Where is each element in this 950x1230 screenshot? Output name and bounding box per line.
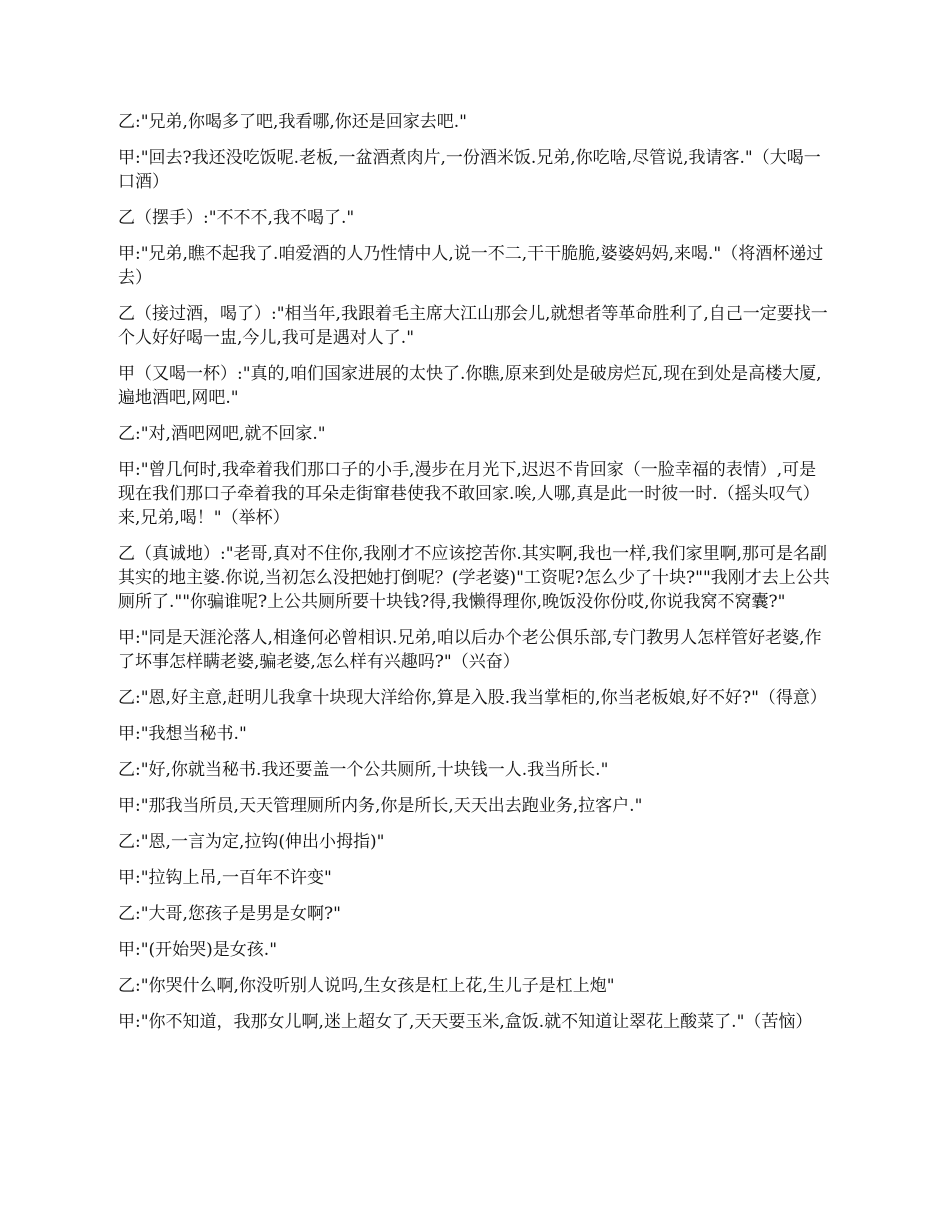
dialogue-line-19: 乙:"你哭什么啊,你没听别人说吗,生女孩是杠上花,生儿子是杠上炮" bbox=[118, 976, 615, 996]
dialogue-line-6: 甲（又喝一杯）:"真的,咱们国家进展的太快了.你瞧,原来到处是破房烂瓦,现在到处是高楼大厦,遍地酒吧,网吧." bbox=[118, 364, 822, 408]
dialogue-line-12: 甲:"我想当秘书." bbox=[118, 724, 247, 744]
dialogue-line-13: 乙:"好,你就当秘书.我还要盖一个公共厕所,十块钱一人.我当所长." bbox=[118, 760, 609, 780]
dialogue-line-1: 乙:"兄弟,你喝多了吧,我看哪,你还是回家去吧." bbox=[118, 112, 467, 132]
dialogue-line-2: 甲:"回去?我还没吃饭呢.老板,一盆酒煮肉片,一份酒米饭.兄弟,你吃啥,尽管说,我请客."（大喝一口酒） bbox=[118, 148, 821, 192]
dialogue-line-9: 乙（真诚地）:"老哥,真对不住你,我刚才不应该挖苦你.其实啊,我也一样,我们家里啊,那可是名副其实的地主婆.你说,当初怎么没把她打倒呢？(学老婆)"工资呢?怎么少了十块?""我刚才去上公共厕所了.""你骗谁呢?上公共厕所要十块钱?得,我懒得理你,晚饭没你份哎,你说我窝不窝囊?" bbox=[118, 544, 830, 612]
dialogue-line-10: 甲:"同是天涯沦落人,相逢何必曾相识.兄弟,咱以后办个老公俱乐部,专门教男人怎样管好老婆,作了坏事怎样瞒老婆,骗老婆,怎么样有兴趣吗?"（兴奋） bbox=[118, 628, 822, 672]
dialogue-line-7: 乙:"对,酒吧网吧,就不回家." bbox=[118, 424, 326, 444]
dialogue-line-3: 乙（摆手）:"不不不,我不喝了." bbox=[118, 208, 355, 228]
dialogue-line-18: 甲:"(开始哭)是女孩." bbox=[118, 940, 278, 960]
dialogue-line-20: 甲:"你不知道，我那女儿啊,迷上超女了,天天要玉米,盒饭.就不知道让翠花上酸菜了."（苦恼） bbox=[118, 1012, 813, 1032]
dialogue-line-5: 乙（接过酒，喝了）:"相当年,我跟着毛主席大江山那会儿,就想者等革命胜利了,自己一定要找一个人好好喝一盅,今儿,我可是遇对人了." bbox=[118, 304, 828, 348]
dialogue-line-4: 甲:"兄弟,瞧不起我了.咱爱酒的人乃性情中人,说一不二,干干脆脆,婆婆妈妈,来喝."（将酒杯递过去） bbox=[118, 244, 824, 288]
dialogue-line-8: 甲:"曾几何时,我牵着我们那口子的小手,漫步在月光下,迟迟不肯回家（一脸幸福的表情）,可是现在我们那口子牵着我的耳朵走街窜巷使我不敢回家.唉,人哪,真是此一时彼一时.（摇头叹气）来,兄弟,喝！"（举杯） bbox=[118, 460, 820, 528]
dialogue-line-15: 乙:"恩,一言为定,拉钩(伸出小拇指)" bbox=[118, 832, 385, 852]
dialogue-line-17: 乙:"大哥,您孩子是男是女啊?" bbox=[118, 904, 341, 924]
dialogue-line-16: 甲:"拉钩上吊,一百年不许变" bbox=[118, 868, 332, 888]
dialogue-line-11: 乙:"恩,好主意,赶明儿我拿十块现大洋给你,算是入股.我当掌柜的,你当老板娘,好不好?"（得意） bbox=[118, 688, 827, 708]
dialogue-line-14: 甲:"那我当所员,天天管理厕所内务,你是所长,天天出去跑业务,拉客户." bbox=[118, 796, 643, 816]
